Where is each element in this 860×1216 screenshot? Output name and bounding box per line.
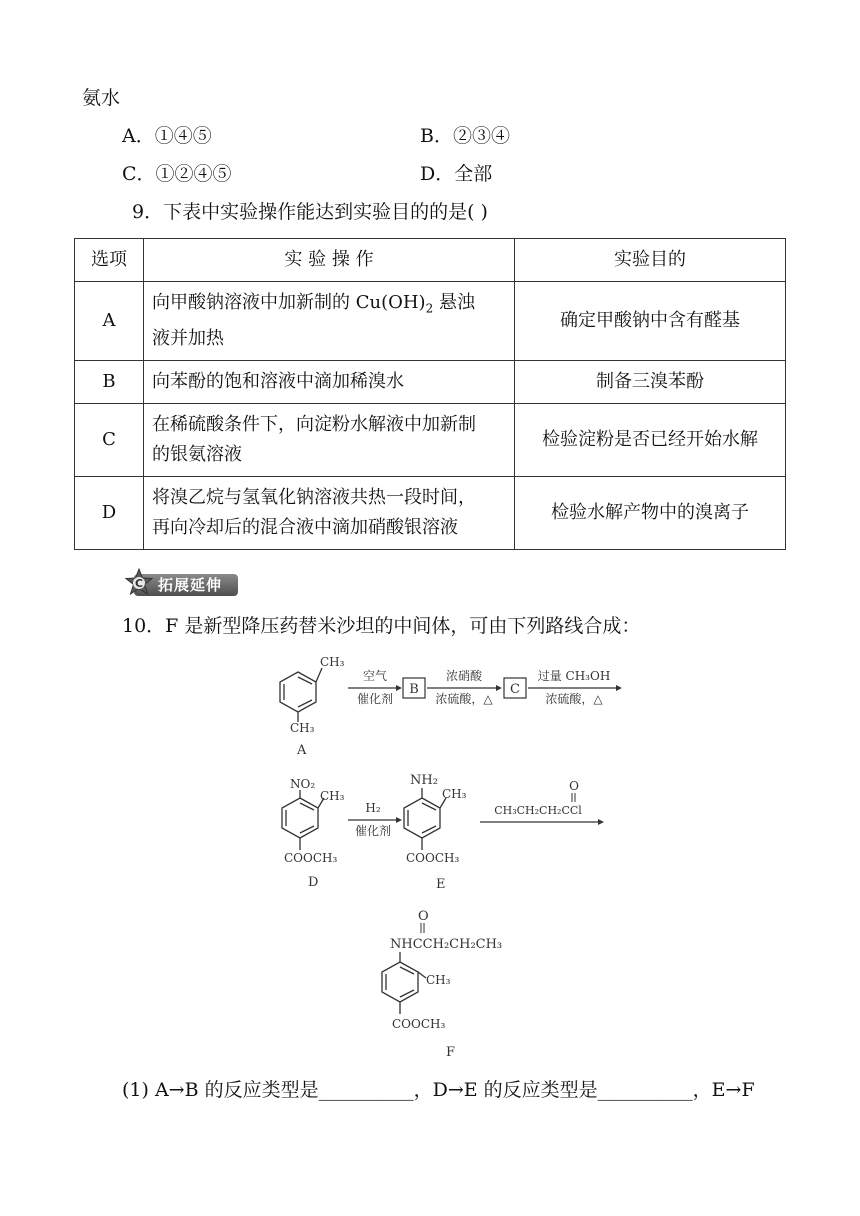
row-operation bbox=[144, 476, 515, 549]
ch3-label: CH₃ bbox=[320, 655, 345, 669]
option-letter: B． bbox=[420, 125, 453, 147]
experiment-table bbox=[74, 238, 786, 550]
arrow-3-top: 过量 CH₃OH bbox=[537, 669, 611, 683]
nh2-label: NH₂ bbox=[410, 773, 438, 788]
arrow-3-head bbox=[616, 685, 622, 691]
option-letter: A． bbox=[122, 125, 155, 147]
scheme-product-f bbox=[378, 902, 538, 1062]
arrow-5-head bbox=[598, 819, 604, 825]
option-b bbox=[420, 124, 510, 148]
compound-a-label: A bbox=[297, 743, 307, 758]
arrow-1-bottom: 催化剂 bbox=[356, 692, 394, 706]
badge-label: 拓展延伸 bbox=[134, 574, 238, 596]
option-text: ②③④ bbox=[452, 125, 510, 147]
operation-text: 向甲酸钠溶液中加新制的 Cu(OH) bbox=[152, 292, 426, 313]
compound-e-ring bbox=[404, 788, 446, 850]
q10-part1: (1) A→B 的反应类型是__________，D→E 的反应类型是__________，E→F bbox=[122, 1079, 755, 1101]
header-goal: 实验目的 bbox=[515, 239, 786, 282]
ch3-label: CH₃ bbox=[290, 721, 315, 735]
operation-text: 在稀硫酸条件下，向淀粉水解液中加新制 bbox=[152, 413, 476, 435]
row-option: C bbox=[75, 403, 144, 476]
compound-a-ring bbox=[280, 668, 322, 722]
table-header-row bbox=[75, 239, 786, 282]
q9-stem: 9．下表中实验操作能达到实验目的的是( ) bbox=[132, 201, 488, 223]
option-text: ①②④⑤ bbox=[155, 163, 232, 185]
option-c bbox=[122, 162, 232, 186]
badge-letter: C bbox=[134, 577, 144, 590]
operation-text: 向苯酚的饱和溶液中滴加稀溴水 bbox=[152, 370, 404, 392]
arrow-4-top: H₂ bbox=[365, 801, 381, 815]
compound-d-ring bbox=[282, 790, 324, 850]
f-o-label: O bbox=[418, 909, 429, 924]
table-row bbox=[75, 403, 786, 476]
header-operation: 实 验 操 作 bbox=[144, 239, 515, 282]
row-option: B bbox=[75, 360, 144, 403]
operation-subscript: 2 bbox=[425, 301, 434, 316]
arrow-1-top: 空气 bbox=[362, 669, 388, 683]
header-option: 选项 bbox=[75, 239, 144, 282]
intro-fragment: 氨水 bbox=[82, 87, 121, 109]
row-option: A bbox=[75, 282, 144, 361]
table-row bbox=[75, 360, 786, 403]
option-d bbox=[420, 162, 492, 186]
operation-text-line2: 的银氨溶液 bbox=[152, 443, 242, 465]
arrow-3-bottom: 浓硫酸，△ bbox=[545, 692, 603, 706]
compound-d-label: D bbox=[308, 875, 319, 890]
star-icon bbox=[124, 568, 154, 598]
option-text: 全部 bbox=[454, 163, 493, 185]
cooch3-label: COOCH₃ bbox=[284, 851, 338, 865]
operation-text-line2: 液并加热 bbox=[152, 327, 224, 349]
compound-f-label: F bbox=[446, 1045, 456, 1060]
compound-e-label: E bbox=[436, 877, 446, 892]
operation-text-cont: 悬浊 bbox=[433, 292, 475, 313]
f-chain-label: NHCCH₂CH₂CH₃ bbox=[390, 937, 503, 952]
arrow-2-top: 浓硝酸 bbox=[445, 669, 483, 683]
row-goal: 检验水解产物中的溴离子 bbox=[515, 476, 786, 549]
arrow-5-top: CH₃CH₂CH₂CCl bbox=[494, 804, 582, 817]
option-text: ①④⑤ bbox=[154, 125, 212, 147]
row-goal: 制备三溴苯酚 bbox=[515, 360, 786, 403]
scheme-row-2 bbox=[262, 768, 612, 896]
cooch3-label: COOCH₃ bbox=[392, 1017, 446, 1031]
ch3-label: CH₃ bbox=[426, 973, 451, 987]
ch3-label: CH₃ bbox=[442, 787, 467, 801]
arrow-1-head bbox=[396, 685, 402, 691]
option-letter: D． bbox=[420, 163, 455, 185]
row-goal: 检验淀粉是否已经开始水解 bbox=[515, 403, 786, 476]
operation-text-line2: 再向冷却后的混合液中滴加硝酸银溶液 bbox=[152, 516, 458, 538]
row-operation bbox=[144, 360, 515, 403]
section-badge bbox=[124, 568, 238, 598]
scheme-row-1 bbox=[260, 650, 630, 762]
row-operation bbox=[144, 403, 515, 476]
arrow-2-bottom: 浓硫酸，△ bbox=[435, 692, 493, 706]
option-a bbox=[122, 124, 212, 148]
row-goal: 确定甲酸钠中含有醛基 bbox=[515, 282, 786, 361]
arrow-4-head bbox=[396, 817, 402, 823]
arrow-4-bottom: 催化剂 bbox=[354, 824, 392, 838]
cooch3-label: COOCH₃ bbox=[406, 851, 460, 865]
box-c-label: C bbox=[510, 682, 520, 697]
arrow-2-head bbox=[496, 685, 502, 691]
table-row bbox=[75, 476, 786, 549]
no2-label: NO₂ bbox=[290, 777, 316, 791]
arrow-5-o: O bbox=[569, 779, 579, 793]
row-operation bbox=[144, 282, 515, 361]
option-letter: C． bbox=[122, 163, 156, 185]
q10-stem: 10．F 是新型降压药替米沙坦的中间体，可由下列路线合成： bbox=[122, 615, 641, 637]
row-option: D bbox=[75, 476, 144, 549]
operation-text: 将溴乙烷与氢氧化钠溶液共热一段时间， bbox=[152, 486, 476, 508]
table-row bbox=[75, 282, 786, 361]
box-b-label: B bbox=[409, 682, 419, 697]
compound-f-ring bbox=[382, 952, 426, 1014]
ch3-label: CH₃ bbox=[320, 789, 345, 803]
